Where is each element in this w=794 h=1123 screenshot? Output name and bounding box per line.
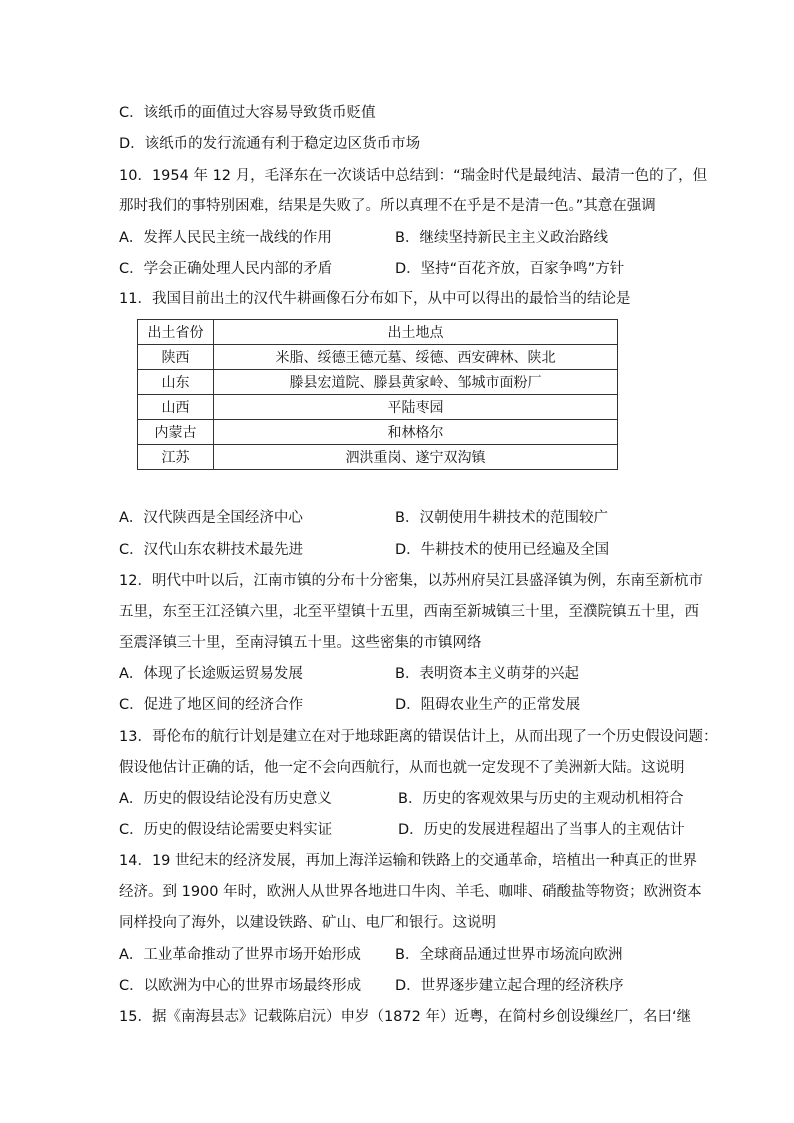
q10-option-a: A．发挥人民民主统一战线的作用 — [119, 230, 332, 246]
q12-option-d: D．阻碍农业生产的正常发展 — [395, 697, 581, 713]
table-row — [138, 445, 618, 470]
q14-stem-line-2: 经济。到 1900 年时，欧洲人从世界各地进口牛肉、羊毛、咖啡、硝酸盐等物资；欧洲资本 — [119, 884, 702, 900]
q11-option-a: A．汉代陕西是全国经济中心 — [119, 510, 303, 526]
q13-option-a: A．历史的假设结论没有历史意义 — [119, 791, 332, 807]
q13-stem-line-1: 13．哥伦布的航行计划是建立在对于地球距离的错误估计上，从而出现了一个历史假设问题： — [119, 729, 718, 745]
table-header-row — [138, 320, 618, 345]
q12-option-b: B．表明资本主义萌芽的兴起 — [395, 666, 579, 682]
q10-option-b: B．继续坚持新民主主义政治路线 — [395, 230, 608, 246]
site-cell: 平陆枣园 — [214, 395, 618, 420]
q14-option-b: B．全球商品通过世界市场流向欧洲 — [395, 947, 623, 963]
province-cell: 内蒙古 — [138, 420, 214, 445]
q12-stem-line-1: 12．明代中叶以后，江南市镇的分布十分密集，以苏州府吴江县盛泽镇为例，东南至新杭市 — [119, 573, 703, 589]
header-province: 出土省份 — [138, 320, 214, 345]
table-row — [138, 370, 618, 395]
site-cell: 和林格尔 — [214, 420, 618, 445]
q15-stem-line-1: 15．据《南海县志》记载陈启沅）申岁（1872 年）近粤，在简村乡创设缫丝厂，名曰‘继 — [119, 1009, 692, 1025]
q12-stem-line-3: 至震泽镇三十里，至南浔镇五十里。这些密集的市镇网络 — [119, 635, 482, 651]
q10-stem-line-2: 那时我们的事特别困难，结果是失败了。所以真理不在乎是不是清一色。”其意在强调 — [119, 198, 656, 214]
q12-option-a: A．体现了长途贩运贸易发展 — [119, 666, 303, 682]
q10-option-c: C．学会正确处理人民内部的矛盾 — [119, 261, 333, 277]
q14-stem-line-3: 同样投向了海外，以建设铁路、矿山、电厂和银行。这说明 — [119, 915, 496, 931]
province-cell: 山东 — [138, 370, 214, 395]
q14-option-c: C．以欧洲为中心的世界市场最终形成 — [119, 978, 362, 994]
site-cell: 米脂、绥德王德元墓、绥德、西安碑林、陕北 — [214, 345, 618, 370]
q13-option-b: B．历史的客观效果与历史的主观动机相符合 — [398, 791, 684, 807]
q10-option-d: D．坚持“百花齐放，百家争鸣”方针 — [395, 261, 625, 277]
table-row — [138, 420, 618, 445]
q12-stem-line-2: 五里，东至王江泾镇六里，北至平望镇十五里，西南至新城镇三十里，至濮院镇五十里，西 — [119, 604, 699, 620]
q13-option-c: C．历史的假设结论需要史料实证 — [119, 822, 333, 838]
q12-option-c: C．促进了地区间的经济合作 — [119, 697, 304, 713]
q11-option-d: D．牛耕技术的使用已经遍及全国 — [395, 542, 610, 558]
province-cell: 江苏 — [138, 445, 214, 470]
q14-stem-line-1: 14．19 世纪末的经济发展，再加上海洋运输和铁路上的交通革命，培植出一种真正的世界 — [119, 853, 698, 869]
site-cell: 滕县宏道院、滕县黄家岭、邹城市面粉厂 — [214, 370, 618, 395]
q11-option-c: C．汉代山东农耕技术最先进 — [119, 542, 304, 558]
q11-stem: 11．我国目前出土的汉代牛耕画像石分布如下，从中可以得出的最恰当的结论是 — [119, 291, 631, 307]
q10-stem-line-1: 10．1954 年 12 月，毛泽东在一次谈话中总结到：“瑞金时代是最纯洁、最清一色的了，但 — [119, 168, 708, 184]
q13-stem-line-2: 假设他估计正确的话，他一定不会向西航行，从而也就一定发现不了美洲新大陆。这说明 — [119, 760, 685, 776]
q11-option-b: B．汉朝使用牛耕技术的范围较广 — [395, 510, 608, 526]
site-cell: 泗洪重岗、遂宁双沟镇 — [214, 445, 618, 470]
header-site: 出土地点 — [214, 320, 618, 345]
table-row — [138, 395, 618, 420]
q14-option-d: D．世界逐步建立起合理的经济秩序 — [395, 978, 624, 994]
q9-option-d: D．该纸币的发行流通有利于稳定边区货币市场 — [119, 136, 421, 152]
table-row — [138, 345, 618, 370]
province-cell: 山西 — [138, 395, 214, 420]
q14-option-a: A．工业革命推动了世界市场开始形成 — [119, 947, 361, 963]
q9-option-c: C．该纸币的面值过大容易导致货币贬值 — [119, 105, 376, 121]
q13-option-d: D．历史的发展进程超出了当事人的主观估计 — [398, 822, 685, 838]
province-cell: 陕西 — [138, 345, 214, 370]
q11-finds-table — [137, 319, 618, 470]
